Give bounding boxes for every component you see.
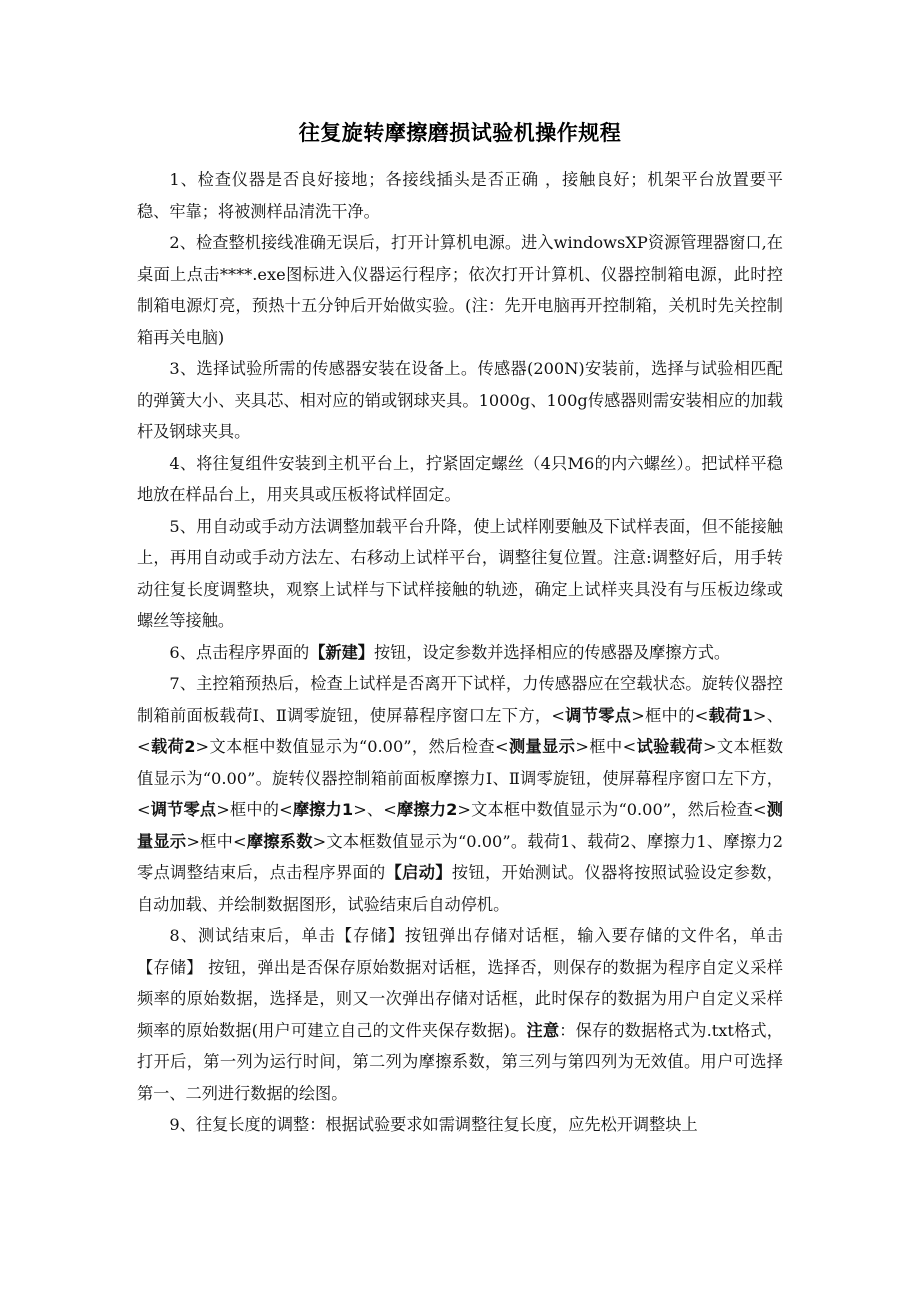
paragraph-7-text: >文本框数值显示为“0.00”。载荷1、载荷2、摩擦力1、摩擦力2零点调整结束后，点击程序界面的	[137, 831, 784, 882]
paragraph-7-text: >框中的<	[216, 800, 293, 819]
paragraph-1: 1、检查仪器是否良好接地；各接线插头是否正确 ，接触良好；机架平台放置要平稳、牢靠；将被测样品清洗干净。	[137, 170, 783, 221]
paragraph-7	[137, 668, 783, 920]
paragraph-8-text: ：保存的数据格式为.txt格式，打开后，第一列为运行时间，第二列为摩擦系数，第三列与第四列为无效值。用户可选择第一、二列进行数据的绘图。	[137, 1020, 783, 1103]
paragraph-7-text: >框中<	[186, 831, 247, 851]
paragraph-7-text: >文本框数值显示为“0.00”。旋转仪器控制箱前面板摩擦力Ⅰ、Ⅱ调零旋钮，使屏幕程序窗口左下方，<	[137, 737, 784, 819]
paragraph-6	[137, 637, 783, 669]
friction-2-label: 摩擦力2	[396, 800, 458, 819]
paragraph-7-text: >框中<	[575, 737, 637, 756]
paragraph-9: 9、往复长度的调整：根据试验要求如需调整往复长度，应先松开调整块上	[169, 1115, 698, 1134]
paragraph-2: 2、检查整机接线准确无误后，打开计算机电源。进入windowsXP资源管理器窗口,在桌面上点击****.exe图标进入仪器运行程序；依次打开计算机、仪器控制箱电源，此时控制箱电源灯亮，预热十五分钟后开始做实验。(注：先开电脑再开控制箱，关机时先关控制箱再关电脑)	[137, 233, 783, 347]
zero-adjust-label: 调节零点	[564, 705, 632, 725]
document-title: 往复旋转摩擦磨损试验机操作规程	[298, 121, 622, 145]
paragraph-6-text: 按钮，设定参数并选择相应的传感器及摩擦方式。	[373, 642, 731, 662]
paragraph-7-text: >、<	[353, 800, 397, 819]
load-2-label: 载荷2	[150, 737, 196, 756]
paragraph-7-text: >文本框中数值显示为“0.00”，然后检查<	[195, 737, 509, 756]
test-load-label: 试验载荷	[636, 737, 704, 756]
friction-coefficient-label: 摩擦系数	[246, 831, 313, 851]
measurement-display-label: 测量显示	[508, 737, 576, 756]
paragraph-7-text: >、<	[137, 705, 783, 756]
note-label: 注意	[526, 1020, 560, 1040]
measurement-display-label: 测量显示	[137, 800, 783, 851]
load-1-label: 载荷1	[708, 705, 753, 725]
paragraph-7-text: 按钮，开始测试。仪器将按照试验设定参数，自动加载、并绘制数据图形，试验结束后自动停机。	[137, 863, 783, 914]
new-button-label: 【新建】	[309, 642, 374, 662]
paragraph-4: 4、将往复组件安装到主机平台上，拧紧固定螺丝（4只M6的内六螺丝）。把试样平稳地放在样品台上，用夹具或压板将试样固定。	[137, 453, 783, 504]
paragraph-8-text: 8、测试结束后，单击【存储】按钮弹出存储对话框，输入要存储的文件名，单击 【存储】 按钮，弹出是否保存原始数据对话框，选择否，则保存的数据为程序自定义采样频率的原始数据，选择是，则又一次弹出存储对话框，此时保存的数据为用户自定义采样频率的原始数据(用户可建立自己的文件夹保存数据)。	[137, 926, 783, 1040]
paragraph-7-text: >文本框中数值显示为“0.00”，然后检查<	[457, 800, 767, 819]
paragraph-7-text: >框中的<	[631, 705, 709, 725]
paragraph-3: 3、选择试验所需的传感器安装在设备上。传感器(200N)安装前，选择与试验相匹配的弹簧大小、夹具芯、相对应的销或钢球夹具。1000g、100g传感器则需安装相应的加载杆及钢球夹具。	[137, 359, 783, 441]
paragraph-5: 5、用自动或手动方法调整加载平台升降，使上试样刚要触及下试样表面，但不能接触上，再用自动或手动方法左、右移动上试样平台，调整往复位置。注意:调整好后，用手转动往复长度调整块，观察上试样与下试样接触的轨迹，确定上试样夹具没有与压板边缘或螺丝等接触。	[137, 516, 783, 630]
document-body	[137, 164, 783, 1141]
start-button-label: 【启动】	[385, 863, 452, 882]
paragraph-7-text: 7、主控箱预热后，检查上试样是否离开下试样，力传感器应在空载状态。旋转仪器控制箱前面板载荷Ⅰ、Ⅱ调零旋钮，使屏幕程序窗口左下方，<	[137, 674, 783, 725]
zero-adjust-label: 调节零点	[150, 800, 217, 819]
friction-1-label: 摩擦力1	[292, 800, 354, 819]
paragraph-8	[137, 920, 783, 1109]
paragraph-6-text: 6、点击程序界面的	[169, 642, 310, 662]
